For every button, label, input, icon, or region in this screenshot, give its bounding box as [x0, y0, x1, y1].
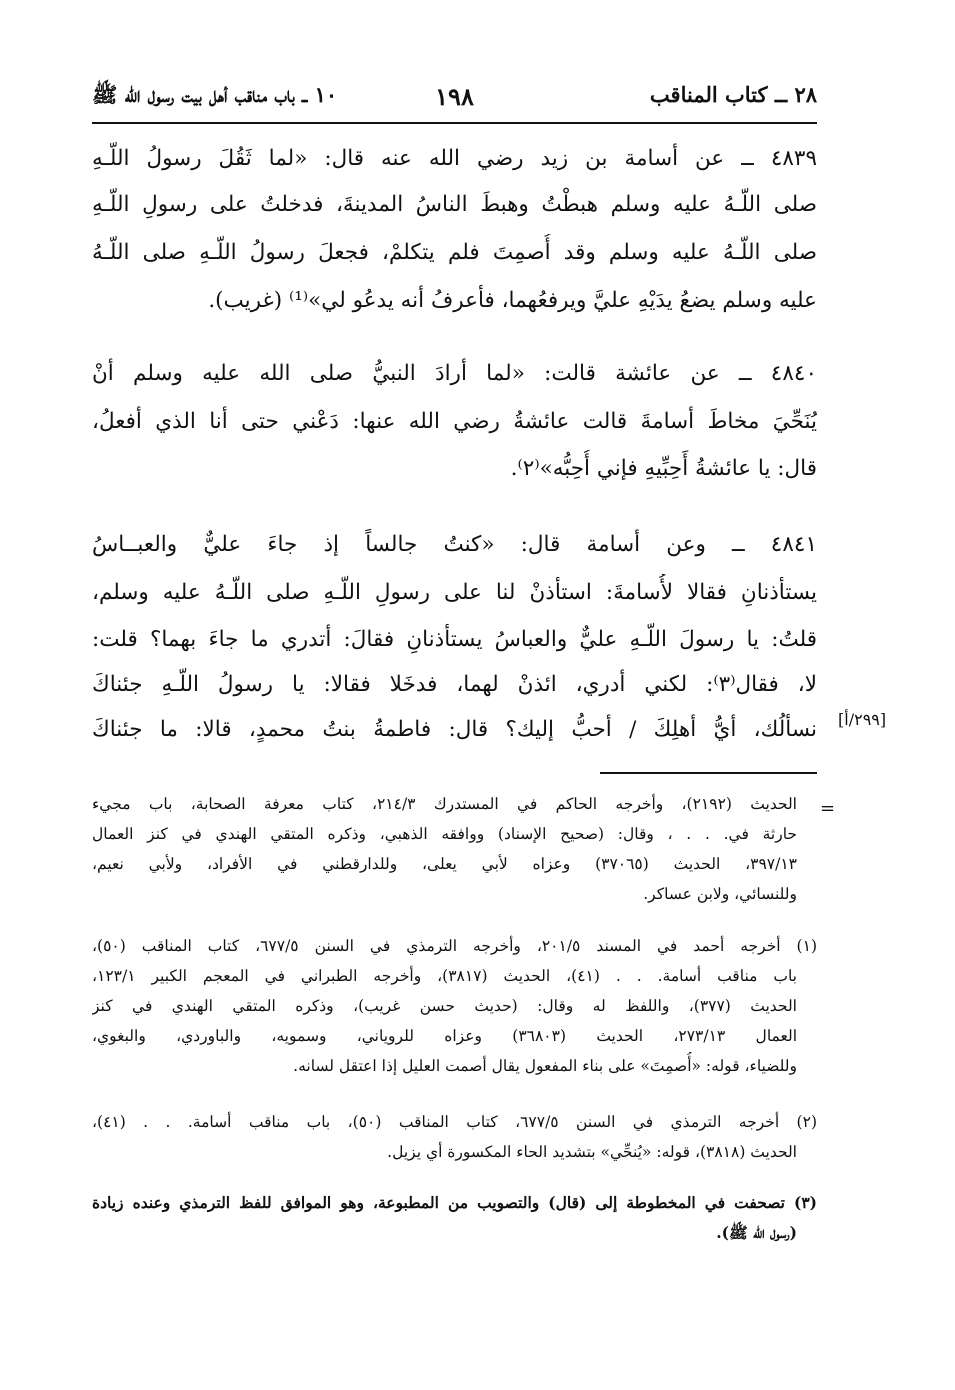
text-line: عليه وسلم يضعُ يدَيْهِ عليَّ ويرفعُهما، فأعرفُ أنه يدعُو لي»⁽¹⁾ (غريب). [208, 288, 817, 313]
header-book-title: ٢٨ ــ كتاب المناقب [649, 82, 817, 107]
footnote-line: باب مناقب أسامة. . . (٤١)، الحديث (٣٨١٧)، وأخرجه الطبراني في المعجم الكبير ١٢٣/١، [92, 967, 797, 985]
text-line: ٤٨٣٩ ــ عن أسامة بن زيد رضي الله عنه قال: «لما ثَقُلَ رسولُ اللّـهِ [92, 146, 817, 171]
footnote-line: (رسول الله ﷺ). [716, 1223, 797, 1242]
text-line: ٤٨٤٠ ــ عن عائشة قالت: «لما أرادَ النبيُّ صلى الله عليه وسلم أنْ [92, 361, 817, 386]
footnote-line: الحديث (٢١٩٢)، وأخرجه الحاكم في المستدرك ٢١٤/٣، كتاب معرفة الصحابة، باب مجيء [92, 795, 797, 813]
text-line: صلى اللّـهُ عليه وسلم وقد أُصمِتَ فلم يتكلمْ، فجعلَ رسولُ اللّـهِ صلى اللّـهُ [92, 240, 817, 265]
text-line: صلى اللّـهُ عليه وسلم هبطْتُ وهبطَ الناسُ المدينةَ، فدخلتُ على رسولِ اللّـهِ [92, 192, 817, 217]
footnote-line: الحديث (٣٨١٨)، قوله: «يُنحِّي» بتشديد الحاء المكسورة أي يزيل. [387, 1143, 797, 1161]
text-line: قلتُ: يا رسولَ اللّـهِ عليٌّ والعباسُ يستأذنانِ فقالَ: أتدري ما جاءَ بهما؟ قلت: [92, 627, 817, 652]
footnote-line: حارثة في. . . ، وقال: (صحيح الإسناد) ووافقه الذهبي، وذكره المتقي الهندي في كنز العمال [92, 825, 797, 843]
footnote-line: ٣٩٧/١٣، الحديث (٣٧٠٦٥) وعزاه لأبي يعلى، وللدارقطني في الأفراد، ولأبي نعيم، [92, 855, 797, 873]
header-chapter-title: ١٠ ــ باب مناقب أهل بيت رسول الله ﷺ [92, 82, 338, 107]
text-line: لا، فقال⁽٣⁾: لكني أدري، ائذنْ لهما، فدخَلا فقالا: يا رسولُ اللّـهِ جئناكَ [92, 672, 817, 697]
footnote-line: (٣) تصحفت في المخطوطة إلى (قال) والتصويب من المطبوعة، وهو الموافق للفظ الترمذي وعنده زيادة [92, 1193, 817, 1212]
footnote-line: وللنسائي، ولابن عساكر. [643, 885, 797, 903]
header-rule [92, 122, 817, 124]
footnote-rule [600, 772, 817, 774]
footnote-continuation-mark: = [820, 798, 836, 819]
manuscript-folio-marker: [٢٩٩/أ] [838, 710, 887, 729]
text-line: يُنَحِّيَ مخاطَ أسامةَ قالت عائشةُ رضي الله عنها: دَعْني حتى أنا الذي أفعلُ، [92, 409, 817, 434]
footnote-line: وللضياء، قوله: «أُصمِتَ» على بناء المفعول يقال أصمت العليل إذا اعتقل لسانه. [293, 1057, 797, 1075]
page-number: ١٩٨ [435, 82, 474, 111]
footnote-line: (٢) أخرجه الترمذي في السنن ٦٧٧/٥، كتاب المناقب (٥٠)، باب مناقب أسامة. . . (٤١)، [92, 1113, 817, 1131]
running-header [92, 82, 817, 118]
text-line: نسألُك، أيُّ أهلِكَ / أحبُّ إليك؟ قال: فاطمةُ بنتُ محمدٍ، قالا: ما جئناكَ [92, 717, 817, 742]
text-line: قال: يا عائشةُ أَحِبِّيهِ فإني أُحِبُّه»⁽٢⁾. [510, 456, 817, 481]
footnote-line: (١) أخرجه أحمد في المسند ٢٠١/٥، وأخرجه الترمذي في السنن ٦٧٧/٥، كتاب المناقب (٥٠)، [92, 937, 817, 955]
text-line: ٤٨٤١ ــ وعن أسامة قال: «كنتُ جالساً إذ جاءَ عليٌّ والعبــاسُ [92, 532, 817, 557]
text-line: يستأذنانِ فقالا لأُسامةَ: استأذنْ لنا على رسولِ اللّـهِ صلى اللّـهُ عليه وسلم، [92, 580, 817, 605]
footnote-line: الحديث (٣٧٧)، واللفظ له وقال: (حديث حسن غريب)، وذكره المتقي الهندي في كنز [92, 997, 797, 1015]
footnote-line: العمال ٢٧٣/١٣، الحديث (٣٦٨٠٣) وعزاه للروياني، وسمويه، والباوردي، والبغوي، [92, 1027, 797, 1045]
